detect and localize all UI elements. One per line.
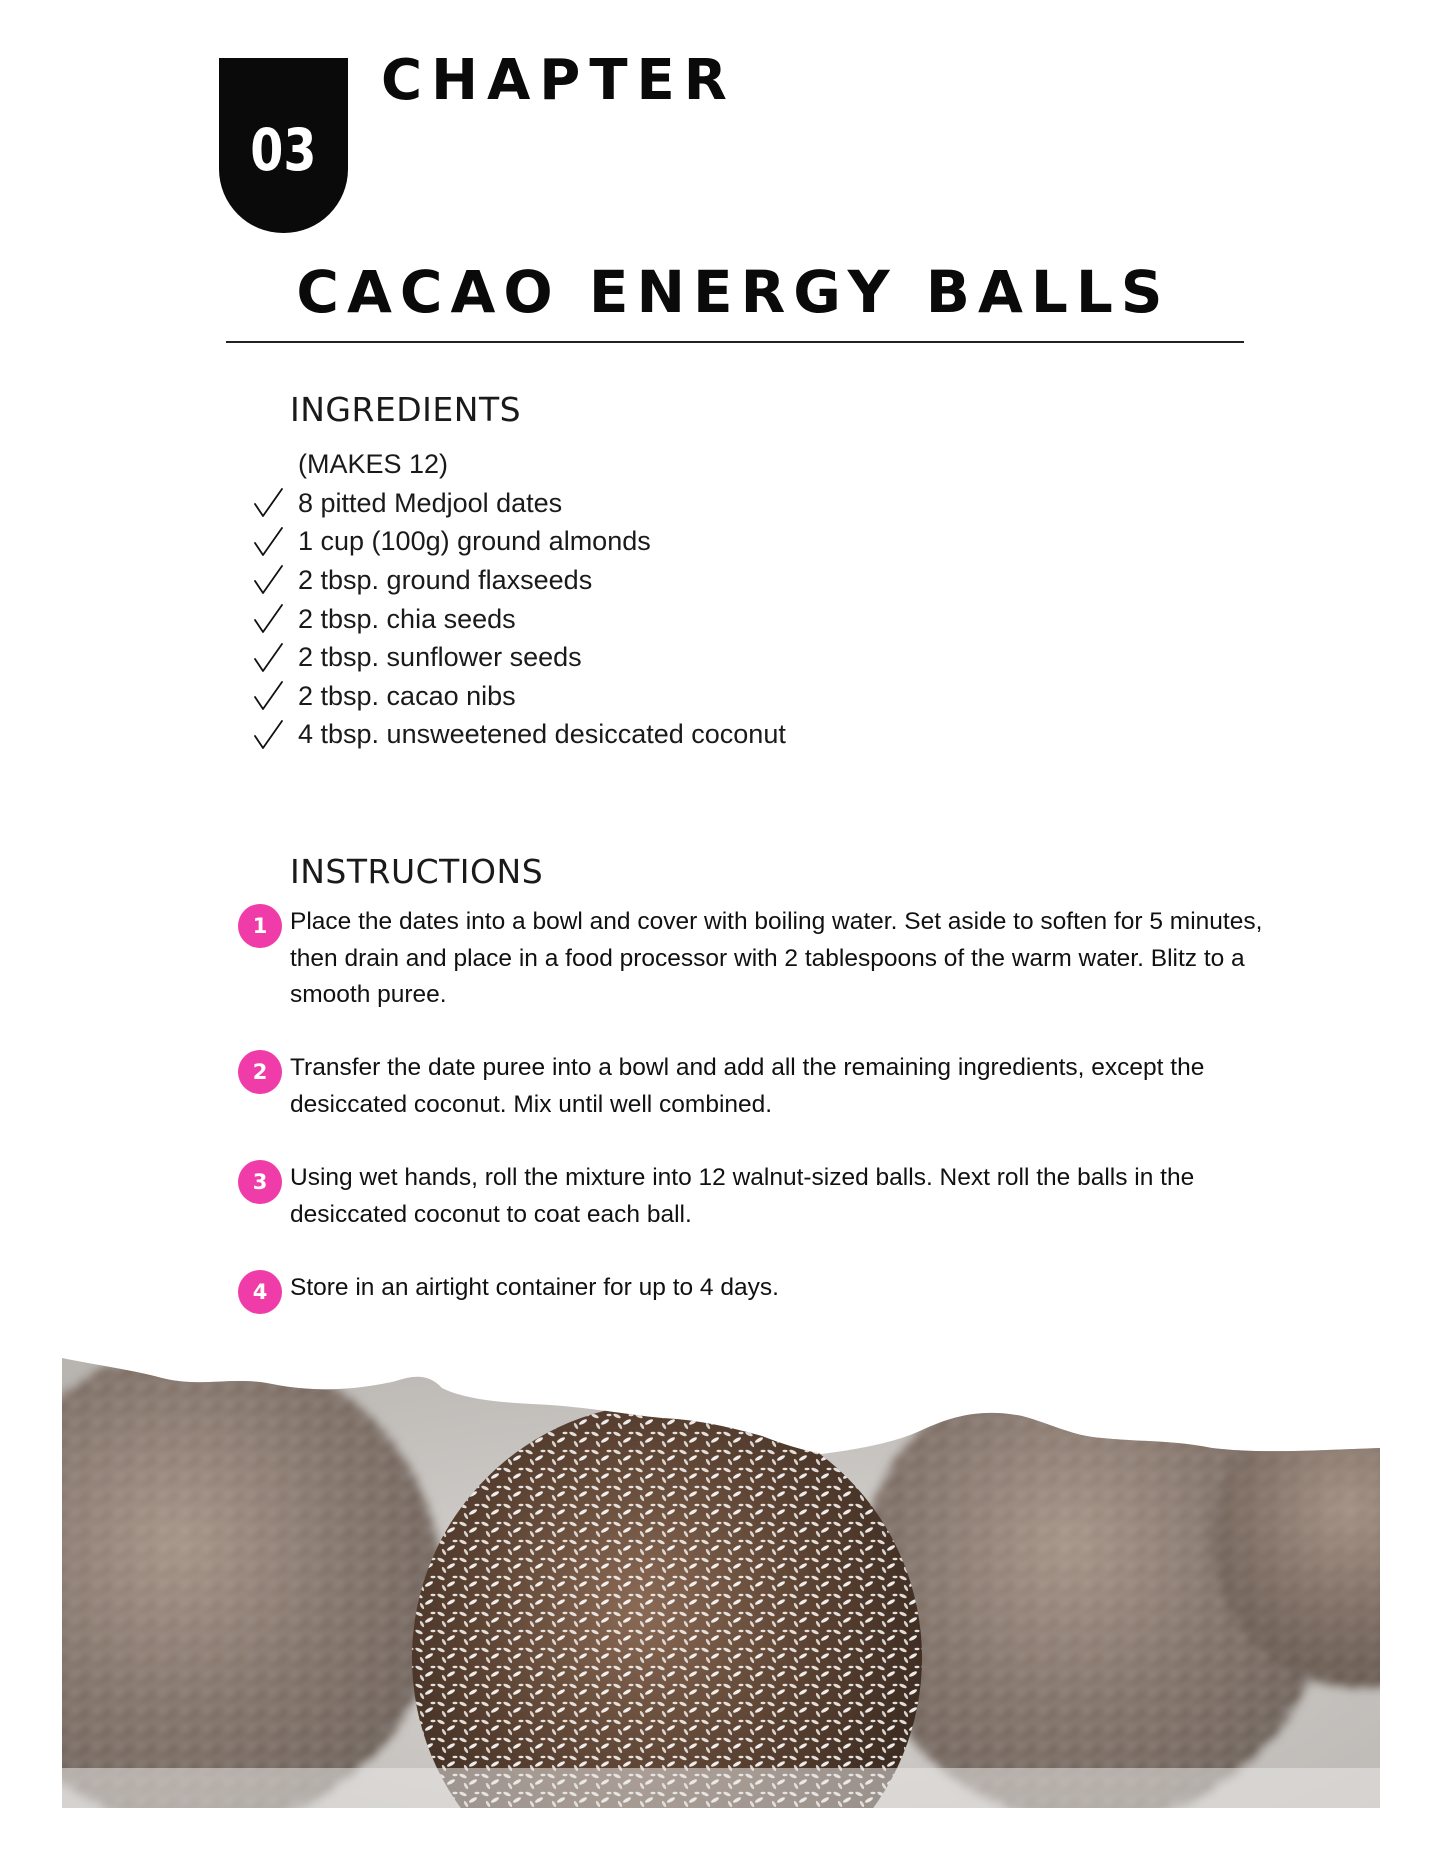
instruction-step [234,904,1294,1050]
step-number-badge: 2 [238,1050,282,1094]
ingredients-list [250,484,786,754]
ingredient-text: 8 pitted Medjool dates [298,487,563,518]
checkmark-icon [250,601,286,637]
instruction-step [234,1050,1294,1160]
ingredient-text: 2 tbsp. chia seeds [298,603,516,634]
checkmark-icon [250,524,286,560]
servings-note: (MAKES 12) [298,449,449,479]
chapter-label: CHAPTER [381,48,736,113]
checkmark-icon [250,678,286,714]
energy-balls-photo [62,1358,1380,1808]
step-text: Transfer the date puree into a bowl and add all the remaining ingredients, except the desiccated coconut. Mix until well combined. [290,1054,1205,1118]
ingredient-text: 2 tbsp. cacao nibs [298,680,516,711]
step-text: Store in an airtight container for up to 4 days. [290,1274,779,1301]
ingredient-item [250,484,786,523]
chapter-number: 03 [250,115,317,184]
chapter-tab [219,58,348,233]
ingredients-heading: INGREDIENTS [290,390,522,429]
recipe-title: CACAO ENERGY BALLS [296,258,1171,326]
ingredient-text: 1 cup (100g) ground almonds [298,526,651,557]
checkmark-icon [250,717,286,753]
step-number-badge: 3 [238,1160,282,1204]
instruction-step [234,1270,1294,1310]
checkmark-icon [250,485,286,521]
ingredient-item [250,600,786,639]
ingredient-text: 4 tbsp. unsweetened desiccated coconut [298,719,786,750]
ingredient-text: 2 tbsp. ground flaxseeds [298,564,593,595]
instructions-heading: INSTRUCTIONS [290,852,544,891]
ingredient-item [250,677,786,716]
ingredient-item [250,561,786,600]
instructions-list [234,904,1294,1310]
checkmark-icon [250,562,286,598]
step-number-badge: 4 [238,1270,282,1314]
ingredient-item [250,638,786,677]
ingredient-item [250,716,786,755]
instruction-step [234,1160,1294,1270]
ingredient-item [250,523,786,562]
step-text: Using wet hands, roll the mixture into 12 walnut-sized balls. Next roll the balls in the desiccated coconut to coat each ball. [290,1164,1195,1228]
step-number-badge: 1 [238,904,282,948]
checkmark-icon [250,640,286,676]
step-text: Place the dates into a bowl and cover with boiling water. Set aside to soften for 5 minutes, then drain and place in a food processor with 2 tablespoons of the warm water. Blitz to a smooth puree. [290,908,1263,1008]
title-divider [226,341,1244,343]
ingredient-text: 2 tbsp. sunflower seeds [298,642,582,673]
